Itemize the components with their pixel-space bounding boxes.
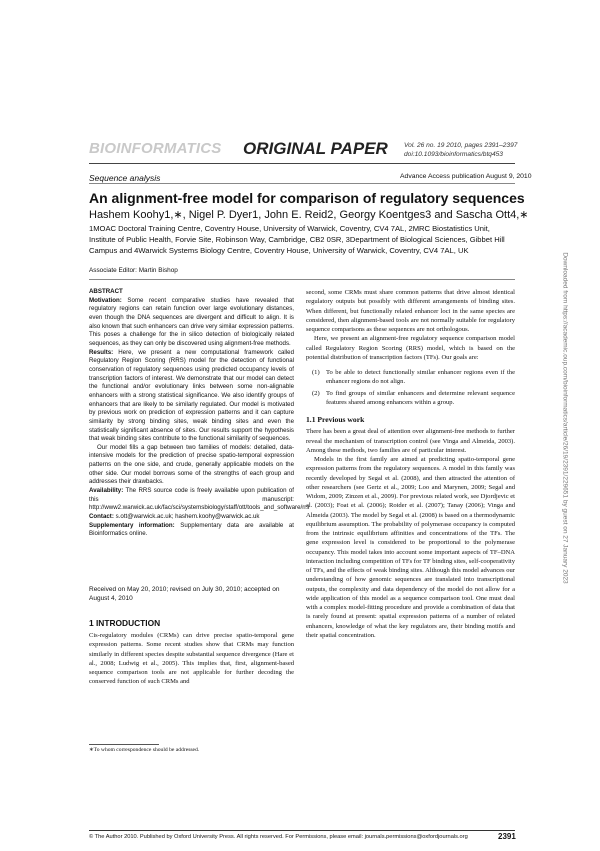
- right-paragraph-1: second, some CRMs must share common patterns that drive almost identical regulatory outputs but possibly with different arrangements of binding sites. When different, but functionally related enhancer loci in the same species are considered, then alignment-based tools are not normally suitable for regulatory sequence comparisons as these sequences are not orthologous.: [306, 289, 515, 333]
- volume-line: Vol. 26 no. 19 2010, pages 2391–2397: [404, 142, 518, 149]
- goals-list: [306, 368, 515, 407]
- goal-text: To find groups of similar enhancers and determine relevant sequence features shared among enhancers within a group.: [326, 389, 515, 406]
- motivation-text: Some recent comparative studies have revealed that regulatory regions can retain function over large evolutionary distances, even though the DNA sequences are divergent and difficult to align. It is also known that such enhancers can drive very similar expression patterns. This poses a challenge for the in silico detection of biologically related sequences, as they can only be discovered using alignment-free methods.: [89, 296, 294, 347]
- intro-text: [89, 631, 294, 687]
- contact-label: Contact:: [89, 513, 114, 521]
- right-paragraph-2: Here, we present an alignment-free regulatory sequence comparison model called Regulatory Region Scoring (RRS) model, which is based on the potential distribution of transcription factors (TFs). Our goals are:: [306, 335, 515, 361]
- availability-text[interactable]: The RRS source code is freely available upon publication of this manuscript: http://www2.warwick.ac.uk/fac/sci/systemsbiology/staff/ott/tools_and_software/rrs: [89, 487, 310, 512]
- volume-info: [404, 141, 517, 159]
- section-label: Sequence analysis: [89, 173, 161, 183]
- results-label: Results:: [89, 348, 114, 356]
- abstract-results-2: Our model fills a gap between two families of models: detailed, data-intensive models for the prediction of precise spatio-temporal expression patterns on the one side, and crude, generally applicable models on the other side. Our model borrows some of the strengths of each group and addresses their drawbacks.: [89, 443, 294, 486]
- section-rule: [89, 183, 515, 184]
- contact-emails[interactable]: s.ott@warwick.ac.uk; hashem.koohy@warwick.ac.uk: [115, 513, 260, 521]
- abstract-heading: ABSTRACT: [89, 288, 123, 295]
- goal-text: To be able to detect functionally similar enhancer regions even if the enhancer regions do not align.: [326, 369, 515, 386]
- download-watermark: Downloaded from https://academic.oup.com/bioinformatics/article/26/19/2391/229651 by guest on 27 January 2023: [561, 252, 569, 584]
- right-paragraph-3: There has been a great deal of attention over alignment-free methods to further reveal the mechanism of transcription control (see Vinga and Almeida, 2003). Among these methods, two families are of particular interest.: [306, 428, 515, 454]
- author-list: Hashem Koohy1,∗, Nigel P. Dyer1, John E. Reid2, Georgy Koentges3 and Sascha Ott4,∗: [89, 209, 529, 221]
- results-text: Here, we present a new computational framework called Regulatory Region Scoring (RRS) model for the detection of functional conservation of regulatory sequences using predicted occupancy levels of transcription factors of interest. We demonstrate that our model can detect the functional and/or evolutionary links between some non-alignable enhancers with a strong statistical significance. We also identify groups of enhancers that are likely to be similarly regulated. Our model is motivated by previous work on prediction of expression patterns and it can capture similarity by strong binding sites, weak binding sites and even the statistically significant absence of sites. Our results support the hypothesis that weak binding sites contribute to the functional similarity of sequences.: [89, 348, 294, 443]
- right-column: [306, 288, 515, 640]
- page-number: 2391: [498, 832, 516, 841]
- paper-type: ORIGINAL PAPER: [243, 139, 388, 158]
- goal-number: (1): [312, 369, 320, 376]
- subsection-heading: 1.1 Previous work: [306, 415, 365, 424]
- availability-label: Availability:: [89, 487, 124, 495]
- header-rule: [89, 163, 515, 164]
- intro-heading: 1 INTRODUCTION: [89, 618, 161, 628]
- intro-paragraph: Cis-regulatory modules (CRMs) can drive precise spatio-temporal gene expression patterns. Some recent studies show that CRMs may function similarly in different species despite substantial sequence divergence (Hare et al., 2008; Ludwig et al., 2005). This implies that, first, alignment-based sequence comparison tools are not applicable for further decoding the conserved function of such CRMs and: [89, 632, 294, 686]
- goal-item: [306, 389, 515, 408]
- goal-number: (2): [312, 389, 320, 397]
- abstract-supplementary: [89, 522, 294, 539]
- goal-item: [306, 368, 515, 387]
- received-dates: Received on May 20, 2010; revised on July 30, 2010; accepted on August 4, 2010: [89, 586, 280, 603]
- footnote-rule: [89, 744, 159, 745]
- supplementary-label: Supplementary information:: [89, 521, 175, 529]
- motivation-label: Motivation:: [89, 296, 122, 304]
- journal-name: BIOINFORMATICS: [89, 140, 222, 157]
- title-rule: [89, 279, 515, 280]
- right-paragraph-4: Models in the first family are aimed at predicting spatio-temporal gene expression patterns from the regulatory sequences. A model in this family was recently developed by Segal et al. (2008), and then attracted the attention of other researchers (see Gertz et al., 2009; Loo and Marynen, 2009; Segal and Widom, 2009; Zinzen et al., 2009). For previous related work, see Djordjevic et al. (2003); Foat et al. (2006); Roider et al. (2007); Tanay (2006); Vinga and Almeida (2003). The model by Segal et al. (2008) is based on a thermodynamic equilibrium assumption. The probability of polymerase occupancy is computed from the intrinsic equilibrium affinities and concentrations of the TFs. The gene expression level is considered to be proportional to the polymerase occupancy. This model takes into account some important aspects of TF–DNA interaction including competition of TFs for TF binding sites, self-cooperativity of TFs, and the effects of weak binding sites. Although this model advances our understanding of how genomic sequences are translated into transcriptional outputs, the complexity and data dependency of the model do not allow for a wide application of this model as a sequence comparison tool. One must deal with a complex model-fitting procedure and provide a combination of data that is rarely found at present: spatial expression patterns of a number of related enhancers, knowledge of what the key regulators are, their binding motifs and their spatial concentration.: [306, 456, 515, 639]
- advance-access: Advance Access publication August 9, 2010: [400, 173, 532, 180]
- abstract-results: [89, 349, 294, 444]
- affiliations: 1MOAC Doctoral Training Centre, Coventry House, University of Warwick, Coventry, CV4 7AL, 2MRC Biostatistics Unit, Institute of Public Health, Forvie Site, Robinson Way, Cambridge, CB2 0SR, 3Department of Biological Sciences, Gibbet Hill Campus and 4Warwick Systems Biology Centre, Coventry House, University of Warwick, Coventry, CV4 7AL, UK: [89, 224, 505, 255]
- abstract-motivation: [89, 297, 294, 349]
- footer-rule: [89, 830, 515, 831]
- abstract-contact: [89, 513, 294, 522]
- paper-title: An alignment-free model for comparison of regulatory sequences: [89, 190, 525, 206]
- doi[interactable]: doi:10.1093/bioinformatics/btq453: [404, 151, 503, 158]
- associate-editor: Associate Editor: Martin Bishop: [89, 267, 178, 274]
- copyright: © The Author 2010. Published by Oxford University Press. All rights reserved. For Permissions, please email: journals.permissions@oxfordjournals.org: [89, 834, 468, 840]
- abstract-availability: [89, 487, 310, 513]
- supplementary-text: Supplementary data are available at Bioinformatics online.: [89, 521, 294, 538]
- footnote: ∗To whom correspondence should be addressed.: [89, 747, 200, 753]
- abstract: [89, 288, 310, 539]
